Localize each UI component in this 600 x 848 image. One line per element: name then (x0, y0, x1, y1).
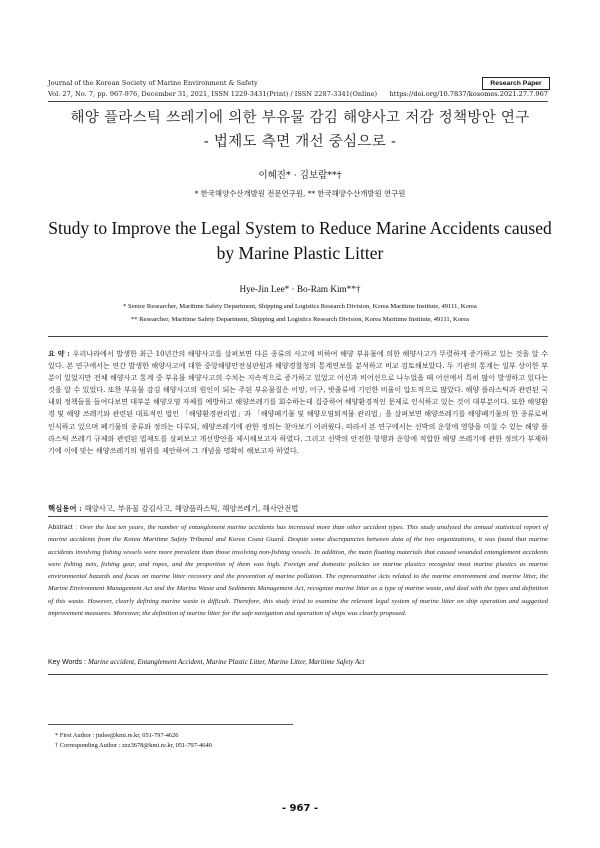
journal-name: Journal of the Korean Society of Marine Environment & Safety (48, 79, 258, 87)
footnote-corresponding-author: † Corresponding Author : zzz3678@kmi.re.kr, 051-797-4640 (55, 742, 212, 749)
keywords-rule (48, 516, 548, 517)
english-affiliation-2: ** Researcher, Maritime Safety Department, Shipping and Logistics Research Division, Korea Maritime Institute, 49111, Korea (130, 316, 470, 323)
english-keywords-label: Key Words : (48, 659, 88, 666)
english-abstract (48, 522, 548, 620)
english-affiliation-1: * Senior Researcher, Maritime Safety Department, Shipping and Logistics Research Division, Korea Maritime Institute, 49111, Korea (123, 303, 477, 310)
english-title-line1: Study to Improve the Legal System to Reduce Marine Accidents caused (48, 218, 552, 238)
page-number: - 967 - (281, 803, 319, 814)
korean-keywords-label: 핵심용어 : (48, 504, 85, 513)
abstract-rule-bottom (48, 674, 548, 675)
volume-info: Vol. 27, No. 7, pp. 967-976, December 31, 2021, ISSN 1229-3431(Print) / ISSN 2287-3341(Online) (48, 90, 378, 98)
korean-title-line1: 해양 플라스틱 쓰레기에 의한 부유물 감김 해양사고 저감 정책방안 연구 (70, 110, 530, 126)
korean-keywords-text: 해양사고, 부유물 감김사고, 해양플라스틱, 해양쓰레기, 해사안전법 (84, 504, 299, 513)
footnote-first-author: * First Author : jinlee@kmi.re.kr, 051-797-4626 (55, 732, 179, 739)
korean-keywords (48, 503, 298, 514)
korean-affiliations: * 한국해양수산개발원 전문연구원, ** 한국해양수산개발원 연구원 (194, 189, 406, 198)
english-keywords-text: Marine accident, Entanglement Accident, Marine Plastic Litter, Marine Litter, Maritime Safety Act (87, 658, 365, 666)
article-type-badge: Research Paper (482, 77, 550, 90)
header-rule (48, 101, 548, 102)
korean-title-line2: - 법제도 측면 개선 중심으로 - (203, 134, 397, 150)
korean-abstract-text: 우리나라에서 발생한 최근 10년간의 해양사고를 살펴보면 다른 종류의 사고에 비하여 해양 부유물에 의한 해양사고가 뚜렷하게 증가하고 있는 것을 알 수 있다. 본 연구에서는 연간 발생한 해양사고에 대한 중앙해양안전심판원과 해양경찰청의 통계연보를 분석하고 비교 검토해보았다. 두 기관의 통계는 일부 상이한 부분이 있었지만 전체 해양사고 통계 중 부유물 해양사고의 수치는 지속적으로 증가하고 있었고 어선과 비어선으로 나누었을 때 어선에서 특히 많이 발생하고 있다는 것을 알 수 있었다. 또한 부유물 감김 해양사고의 원인이 되는 주된 부유물질은 어망, 어구, 밧줄류에 기인한 비율이 압도적으로 많았다. 해양 플라스틱과 관련된 국내외 정책들을 들여다보면 대부분 해양오염 자체를 예방하고 해양쓰레기를 회수하는데 집중하여 해양환경적인 문제로 인식하고 있는 것이 대부분이다. 또한 해양환경 및 해양 쓰레기와 관련된 대표적인 법인 「해양환경관리법」과 「해양폐기물 및 해양오염퇴적물 관리법」을 살펴보면 해양쓰레기를 해양폐기물의 한 종류로써 인식하고 있으며 폐기물의 종류와 정의는 다루되, 해양쓰레기에 관한 정의는 찾아보기 어려웠다. 따라서 본 연구에서는 선박의 운항에 영향을 미칠 수 있는 해양 플라스틱 쓰레기 규제와 관련된 법제도를 살펴보고 개선방안을 제시해보고자 하였다. 그리고 선박의 안전한 항행과 운항에 적합한 해양 쓰레기에 관한 정의가 부재하기에 이에 맞는 해양쓰레기의 범위를 제안하여 그 개념을 명확히 해보고자 하였다. (48, 349, 548, 455)
english-keywords (48, 658, 364, 666)
english-authors: Hye-Jin Lee* · Bo-Ram Kim**† (239, 284, 361, 294)
abstract-rule-top (48, 336, 548, 337)
korean-abstract-label: 요 약 : (48, 349, 73, 358)
english-abstract-label: Abstract : (48, 524, 80, 531)
korean-authors: 이혜진* · 김보람**† (258, 170, 342, 181)
footnote-rule (48, 724, 293, 725)
english-abstract-text: Over the last ten years, the number of entanglement marine accidents has increased more than other accident types. This study analyzed the annual statistical report of marine accidents from the Korea Maritime Safety Tribunal and Korea Coast Guard. Despite some discrepancies between data of the two organizations, it was found that marine accidents involving fishing vessels were more prevalent than those involving non-fishing vessels. In addition, the main floating materials that caused wounded entanglement accidents were fishing nets, fishing gear, and ropes, and the proportion of them was high. Foreign and domestic policies on marine plastics recognize most marine plastics as marine environmental hazards and focus on marine litter recovery and the prevention of marine pollution. The representative Acts related to the marine environment and marine litter, the Marine Environment Management Act and the Marine Waste and Sediments Management Act, recognize marine litter as a type of marine waste, and deal with the types and definition of this waste. However, clearly defining marine waste is difficult. Therefore, this study tried to examine the relevant legal system of marine litter on ship operation and suggested improvement measures. Moreover, the definition of marine litter for the safe navigation and operation of ships was clearly proposed. (48, 524, 548, 618)
doi-link[interactable]: https://doi.org/10.7837/kosomes.2021.27.7.967 (389, 90, 548, 98)
korean-abstract (48, 348, 548, 457)
english-title-line2: by Marine Plastic Litter (216, 243, 384, 263)
